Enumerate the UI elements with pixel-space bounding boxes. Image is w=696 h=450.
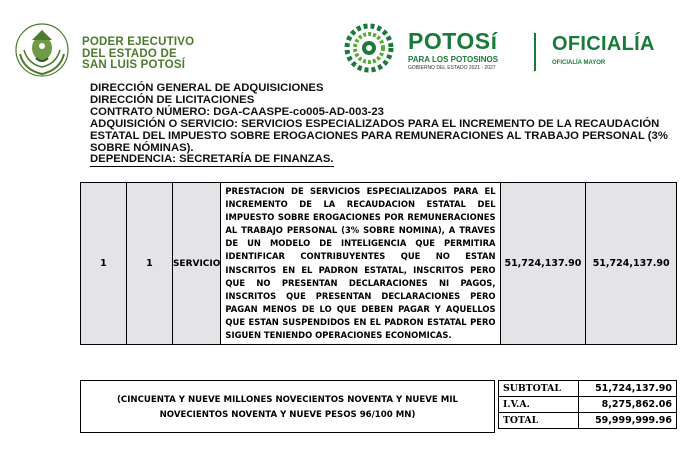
oficialia-subline: OFICIALÍA MAYOR: [552, 60, 606, 66]
info-adquisicion-servicio: ADQUISICIÓN O SERVICIO: SERVICIOS ESPECIALIZADOS PARA EL INCREMENTO DE LA RECAUDACIÓN ESTATAL DEL IMPUESTO SOBRE EROGACIONES PARA REMUNERACIONES AL TRABAJO PERSONAL (3% SOBRE NÓMINAS).: [90, 117, 668, 154]
table-row: [81, 183, 677, 345]
document-header: [0, 0, 696, 82]
potosi-subline: GOBIERNO DEL ESTADO 2021 - 2027: [408, 65, 496, 71]
potosi-brand: POTOSí: [408, 28, 498, 54]
total-label: TOTAL: [499, 413, 579, 429]
summary-table: [498, 380, 677, 429]
header-divider: [534, 33, 536, 71]
total-value: 59,999,999.96: [579, 413, 677, 429]
potosi-star-logo: [334, 18, 404, 78]
oficialia-brand: OFICIALÍA: [552, 33, 655, 55]
amount-in-words: [80, 380, 495, 433]
contract-info: [90, 83, 670, 167]
totals-section: [80, 380, 677, 433]
potosi-tagline: PARA LOS POTOSINOS: [408, 55, 499, 64]
descripcion-cell: PRESTACION DE SERVICIOS ESPECIALIZADOS PARA EL INCREMENTO DE LA RECAUDACION ESTATAL DEL IMPUESTO SOBRE EROGACIONES POR REMUNERACIONES AL TRABAJO PERSONAL (3% SOBRE NOMINA), A TRAVES DE UN MODELO DE INTELIGENCIA QUE PERMITIRA IDENTIFICAR CONTRIBUYENTES QUE NO ESTAN INSCRITOS EN EL PADRON ESTATAL, INSCRITOS PERO QUE NO PRESENTAN DECLARACIONES NI PAGOS, INSCRITOS QUE PRESENTAN DECLARACIONES PERO PAGAN MENOS DE LO QUE DEBEN PAGAR Y AQUELLOS QUE ESTAN SUSPENDIDOS EN EL PADRON ESTATAL PERO SIGUEN TENIENDO OPERACIONES ECONOMICAS.: [221, 183, 500, 345]
info-contrato-numero: CONTRATO NÚMERO: DGA-CAASPE-co005-AD-003-23: [90, 105, 384, 118]
info-direccion-licitaciones: DIRECCIÓN DE LICITACIONES: [90, 93, 255, 106]
cantidad-cell: 1: [126, 183, 172, 345]
poder-ejecutivo-wordmark: PODER EJECUTIVO DEL ESTADO DE SAN LUIS POTOSÍ: [82, 36, 195, 71]
subtotal-value: 51,724,137.90: [579, 381, 677, 397]
iva-label: I.V.A.: [499, 397, 579, 413]
subtotal-row: [499, 381, 677, 397]
amount-in-words-line1: (CINCUENTA Y NUEVE MILLONES NOVECIENTOS NOVENTA Y NUEVE MIL: [116, 394, 459, 405]
importe-cell: 51,724,137.90: [586, 183, 677, 345]
unidad-cell: SERVICIO: [172, 183, 220, 345]
info-dependencia: DEPENDENCIA: SECRETARÍA DE FINANZAS.: [90, 153, 334, 166]
partida-cell: 1: [81, 183, 127, 345]
info-direccion-general: DIRECCIÓN GENERAL DE ADQUISICIONES: [90, 82, 324, 94]
mexico-coat-of-arms-logo: [10, 20, 74, 78]
precio-unitario-cell: 51,724,137.90: [500, 183, 586, 345]
iva-row: [499, 397, 677, 413]
iva-value: 8,275,862.06: [579, 397, 677, 413]
amount-in-words-line2: NOVECIENTOS NOVENTA Y NUEVE PESOS 96/100 MN): [159, 409, 416, 420]
total-row: [499, 413, 677, 429]
subtotal-label: SUBTOTAL: [499, 381, 579, 397]
items-table: [80, 182, 677, 345]
